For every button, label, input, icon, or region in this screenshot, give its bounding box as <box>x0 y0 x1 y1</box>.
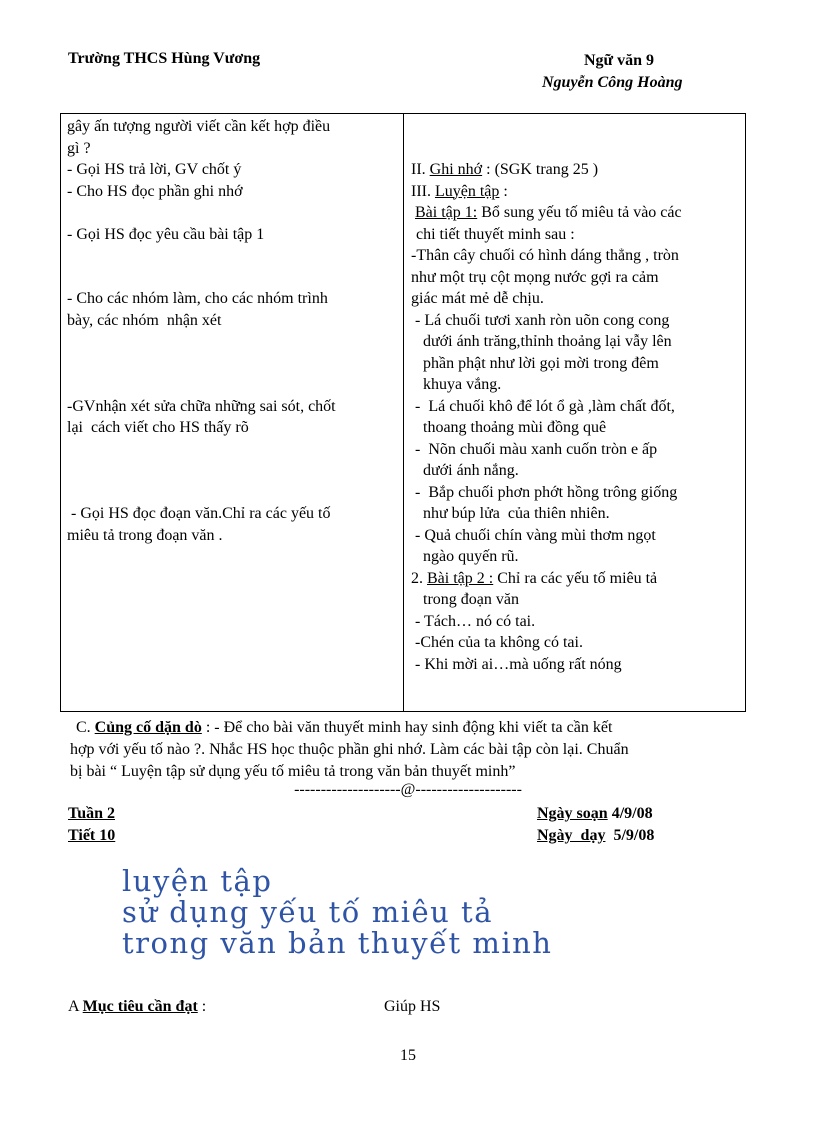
exercise-1-heading: Bài tập 1: Bổ sung yếu tố miêu tả vào các <box>415 204 682 221</box>
activity-line: - Gọi HS đọc yêu cầu bài tập 1 <box>67 225 265 243</box>
week-period <box>68 803 115 847</box>
teach-date: 5/9/08 <box>605 827 655 844</box>
school-name: Trường THCS Hùng Vương <box>68 50 261 67</box>
exercise-2-heading: 2. Bài tập 2 : Chỉ ra các yếu tố miêu tả <box>411 569 658 587</box>
activity-line: lại cách viết cho HS thấy rõ <box>67 419 249 436</box>
activity-line <box>67 460 399 482</box>
teacher-name: Nguyễn Công Hoàng <box>542 74 683 91</box>
activity-line: bày, các nhóm nhận xét <box>67 311 222 329</box>
exercise-2-item: - Tách… nó có tai. <box>411 612 536 630</box>
exercise-2-item: - Khi mời ai…mà uống rất nóng <box>411 655 622 673</box>
exercise-1-item: - Quả chuối chín vàng mùi thơm ngọt <box>411 526 656 544</box>
teacher-activities-column <box>67 116 399 546</box>
luyentap-line: III. Luyện tập : <box>411 182 508 200</box>
activity-line <box>67 482 399 504</box>
exercise-1-item: dưới ánh nắng. <box>411 462 519 479</box>
exercise-1-item: dưới ánh trăng,thỉnh thoảng lại vẫy lên <box>411 333 672 350</box>
activity-line <box>67 353 399 375</box>
lesson-dates <box>537 803 654 847</box>
exercise-2-items <box>411 611 741 676</box>
activity-line <box>67 374 399 396</box>
title-line-2: sử dụng yếu tố miêu tả <box>122 895 493 929</box>
subject-label: Ngữ văn 9 <box>584 52 655 69</box>
content-column <box>411 116 741 675</box>
activity-line: gì ? <box>67 139 91 157</box>
table-divider <box>403 114 404 711</box>
title-line-1: luyện tập <box>122 864 273 898</box>
exercise-1-item: -Thân cây chuối có hình dáng thẳng , tròn <box>411 247 679 264</box>
activity-line <box>67 439 399 461</box>
objectives-heading: A Mục tiêu cần đạt : <box>68 998 207 1015</box>
lesson-title <box>122 866 553 959</box>
exercise-1-item: giác mát mẻ dễ chịu. <box>411 290 544 307</box>
activity-line <box>67 331 399 353</box>
section-separator: --------------------@-------------------- <box>294 781 522 798</box>
consolidation-line-3: bị bài “ Luyện tập sử dụng yếu tố miêu tả trong văn bản thuyết minh” <box>70 763 516 780</box>
week-label: Tuần 2 <box>68 805 115 822</box>
activity-line: - Cho các nhóm làm, cho các nhóm trình <box>67 290 328 307</box>
exercise-2-subheading: trong đoạn văn <box>411 591 519 608</box>
consolidation-line-2: hợp với yếu tố nào ?. Nhắc HS học thuộc phần ghi nhớ. Làm các bài tập còn lại. Chuẩn <box>70 741 629 758</box>
page-number: 15 <box>400 1047 416 1064</box>
activity-line: gây ấn tượng người viết cần kết hợp điều <box>67 118 331 135</box>
consolidation-section: C. Củng cố dặn dò : - Để cho bài văn thuyết minh hay sinh động khi viết ta cần kết hợp với yếu tố nào ?. Nhắc HS học thuộc phần ghi nhớ. Làm các bài tập còn lại. Chuẩn bị bài “ Luyện tập sử dụng yếu tố miêu tả trong văn bản thuyết minh” <box>68 717 748 783</box>
activity-line: -GVnhận xét sửa chữa những sai sót, chốt <box>67 397 336 415</box>
prep-date-label: Ngày soạn <box>537 805 608 822</box>
exercise-1-item: như búp lửa của thiên nhiên. <box>411 505 610 522</box>
exercise-1-item: ngào quyến rũ. <box>411 548 519 565</box>
exercise-1-item: - Nõn chuối màu xanh cuốn tròn e ấp <box>411 440 658 458</box>
exercise-1-item: thoang thoảng mùi đồng quê <box>411 419 607 436</box>
lesson-table <box>60 113 746 712</box>
exercise-1-items <box>411 245 741 568</box>
exercise-1-item: - Bắp chuối phơn phớt hồng trông giống <box>411 483 678 501</box>
activity-line: - Cho HS đọc phần ghi nhớ <box>67 182 243 200</box>
prep-date: 4/9/08 <box>607 805 653 822</box>
exercise-1-subheading: chi tiết thuyết minh sau : <box>416 225 575 243</box>
exercise-1-item: - Lá chuối tươi xanh ròn uõn cong cong <box>411 311 670 329</box>
teach-date-label: Ngày dạy <box>537 827 606 844</box>
exercise-1-item: phần phật như lời gọi mời trong đêm <box>411 354 659 372</box>
activity-line <box>67 202 399 224</box>
activity-line: - Gọi HS đọc đoạn văn.Chỉ ra các yếu tố <box>67 505 331 522</box>
exercise-1-item: như một trụ cột mọng nước gợi ra cảm <box>411 268 659 286</box>
title-line-3: trong văn bản thuyết minh <box>122 926 553 960</box>
activity-line: - Gọi HS trả lời, GV chốt ý <box>67 161 242 178</box>
period-label: Tiết 10 <box>68 827 116 844</box>
exercise-2-item: -Chén của ta không có tai. <box>411 634 583 651</box>
activity-line: miêu tả trong đoạn văn . <box>67 526 223 544</box>
objectives-intro: Giúp HS <box>384 998 441 1015</box>
ghinho-line: II. Ghi nhớ : (SGK trang 25 ) <box>411 161 599 178</box>
header-right <box>542 50 744 94</box>
activity-line <box>67 245 399 267</box>
exercise-1-item: khuya vắng. <box>411 376 502 393</box>
exercise-1-item: - Lá chuối khô để lót ổ gà ,làm chất đốt, <box>411 397 675 415</box>
activity-line <box>67 267 399 289</box>
